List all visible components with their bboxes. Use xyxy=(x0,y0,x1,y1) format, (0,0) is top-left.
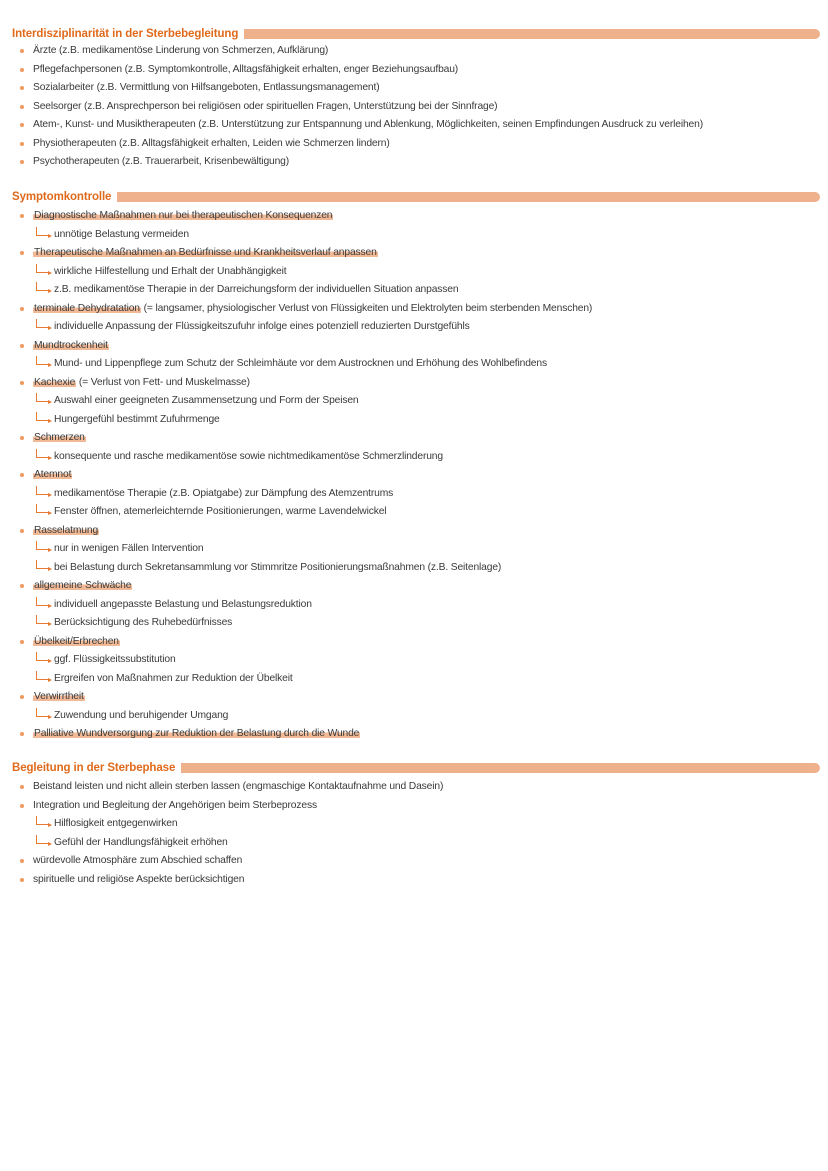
arrow-icon xyxy=(36,708,49,717)
highlighted-term: Palliative Wundversorgung zur Reduktion der Belastung durch die Wunde xyxy=(34,728,360,739)
arrow-icon xyxy=(36,560,49,569)
section-header xyxy=(0,189,828,207)
highlighted-term: Atemnot xyxy=(34,469,72,480)
bullet-icon xyxy=(20,804,24,808)
highlighted-term: Rasselatmung xyxy=(34,524,99,536)
bullet-icon xyxy=(20,732,24,736)
bullet-icon xyxy=(20,878,24,882)
bullet-icon xyxy=(20,436,24,440)
arrow-icon xyxy=(36,671,49,680)
arrow-icon xyxy=(36,319,49,328)
bullet-icon xyxy=(20,344,24,348)
arrow-icon xyxy=(36,816,49,825)
section-interdisziplinaritaet: Interdisziplinarität in der Sterbebegleitung Ärzte (z.B. medikamentöse Linderung von Schmerzen, Aufklärung) Pflegefachpersonen (z.B. Symptomkontrolle, Alltagsfähigkeit erhalten, enger Beziehungsaufbau) Sozialarbeiter (z.B. Vermittlung von Hilfsangeboten, Entlassungsmanagement) Seelsorger (z.B. Ansprechperson bei religiösen oder spirituellen Fragen, Unterstützung bei der Sinnfrage) Atem-, Kunst- und Musiktherapeuten (z.B. Unterstützung zur Entspannung und Ablenkung, Möglichkeiten, seinen Empfindungen Ausdruck zu verleihen) Physiotherapeuten (z.B. Alltagsfähigkeit erhalten, Leiden wie Schmerzen lindern) Psychotherapeuten (z.B. Trauerarbeit, Krisenbewältigung) xyxy=(0,26,828,44)
bullet-icon xyxy=(20,142,24,146)
section-title: Interdisziplinarität in der Sterbebegleitung xyxy=(12,26,244,42)
highlighted-term: Mundtrockenheit xyxy=(34,339,108,351)
arrow-icon xyxy=(36,652,49,661)
bullet-icon xyxy=(20,859,24,863)
arrow-icon xyxy=(36,615,49,624)
section-bar xyxy=(215,29,820,39)
bullet-icon xyxy=(20,123,24,127)
arrow-icon xyxy=(36,541,49,550)
arrow-icon xyxy=(36,356,49,365)
bullet-icon xyxy=(20,473,24,477)
highlighted-term: Verwirrtheit xyxy=(34,691,84,702)
arrow-icon xyxy=(36,227,49,236)
section-symptomkontrolle: Symptomkontrolle Diagnostische Maßnahmen nur bei therapeutischen Konsequenzen unnötige Belastung vermeiden Therapeutische Maßnahmen an Bedürfnisse und Krankheitsverlauf anpassen wirkliche Hilfestellung und Erhalt der Unabhängigkeit z.B. medikamentöse Therapie in der Darreichungsform der individuellen Situation anpassen terminale Dehydratation (= langsamer, physiologischer Verlust von Flüssigkeiten und Elektrolyten beim sterbenden Menschen) individuelle Anpassung der Flüssigkeitszufuhr infolge eines potenziell reduzierten Durstgefühls Mundtrockenheit Mund- und Lippenpflege zum Schutz der Schleimhäute vor dem Austrocknen und Erhöhung des Wohlbefindens Kachexie (= Verlust von Fett- und Muskelmasse) Auswahl einer geeigneten Zusammensetzung und Form der Speisen Hungergefühl bestimmt Zufuhrmenge Schmerzen konsequente und rasche medikamentöse sowie nichtmedikamentöse Schmerzlinderung Atemnot medikamentöse Therapie (z.B. Opiatgabe) zur Dämpfung des Atemzentrums Fenster öffnen, atemerleichternde Positionierungen, warme Lavendelwickel Rasselatmung nur in wenigen Fällen Intervention bei Belastung durch Sekretansammlung vor Stimmritze Positionierungsmaßnahmen (z.B. Seitenlage) allgemeine Schwäche individuell angepasste Belastung und Belastungsreduktion Berücksichtigung des Ruhebedürfnisses Übelkeit/Erbrechen ggf. Flüssigkeitssubstitution Ergreifen von Maßnahmen zur Reduktion der Übelkeit Verwirrtheit Zuwendung und beruhigender Umgang Palliative Wundversorgung zur Reduktion der Belastung durch die Wunde xyxy=(0,189,828,207)
bullet-icon xyxy=(20,251,24,255)
bullet-icon xyxy=(20,785,24,789)
section-title: Begleitung in der Sterbephase xyxy=(12,760,181,776)
section-sterbephase: Begleitung in der Sterbephase Beistand leisten und nicht allein sterben lassen (engmaschige Kontaktaufnahme und Dasein) Integration und Begleitung der Angehörigen beim Sterbeprozess Hilflosigkeit entgegenwirken Gefühl der Handlungsfähigkeit erhöhen würdevolle Atmosphäre zum Abschied schaffen spirituelle und religiöse Aspekte berücksichtigen xyxy=(0,760,828,778)
section-header xyxy=(0,760,828,778)
highlighted-term: Kachexie xyxy=(34,376,76,388)
arrow-icon xyxy=(36,504,49,513)
highlighted-term: terminale Dehydratation xyxy=(34,302,140,314)
arrow-icon xyxy=(36,486,49,495)
bullet-icon xyxy=(20,214,24,218)
highlighted-term: allgemeine Schwäche xyxy=(34,580,132,591)
bullet-icon xyxy=(20,86,24,90)
bullet-icon xyxy=(20,160,24,164)
arrow-icon xyxy=(36,597,49,606)
section-title: Symptomkontrolle xyxy=(12,189,117,205)
highlighted-term: Übelkeit/Erbrechen xyxy=(34,635,119,647)
highlighted-term: Diagnostische Maßnahmen nur bei therapeutischen Konsequenzen xyxy=(34,210,333,221)
section-bar xyxy=(106,192,820,202)
bullet-icon xyxy=(20,640,24,644)
highlighted-term: Schmerzen xyxy=(34,432,85,443)
arrow-icon xyxy=(36,449,49,458)
bullet-icon xyxy=(20,307,24,311)
arrow-icon xyxy=(36,393,49,402)
highlighted-term: Therapeutische Maßnahmen an Bedürfnisse und Krankheitsverlauf anpassen xyxy=(34,247,377,258)
section-header xyxy=(0,26,828,44)
bullet-icon xyxy=(20,68,24,72)
bullet-icon xyxy=(20,105,24,109)
arrow-icon xyxy=(36,264,49,273)
bullet-icon xyxy=(20,529,24,533)
bullet-icon xyxy=(20,49,24,53)
arrow-icon xyxy=(36,412,49,421)
arrow-icon xyxy=(36,835,49,844)
bullet-icon xyxy=(20,695,24,699)
arrow-icon xyxy=(36,282,49,291)
bullet-icon xyxy=(20,381,24,385)
section-bar xyxy=(160,763,820,773)
bullet-icon xyxy=(20,584,24,588)
